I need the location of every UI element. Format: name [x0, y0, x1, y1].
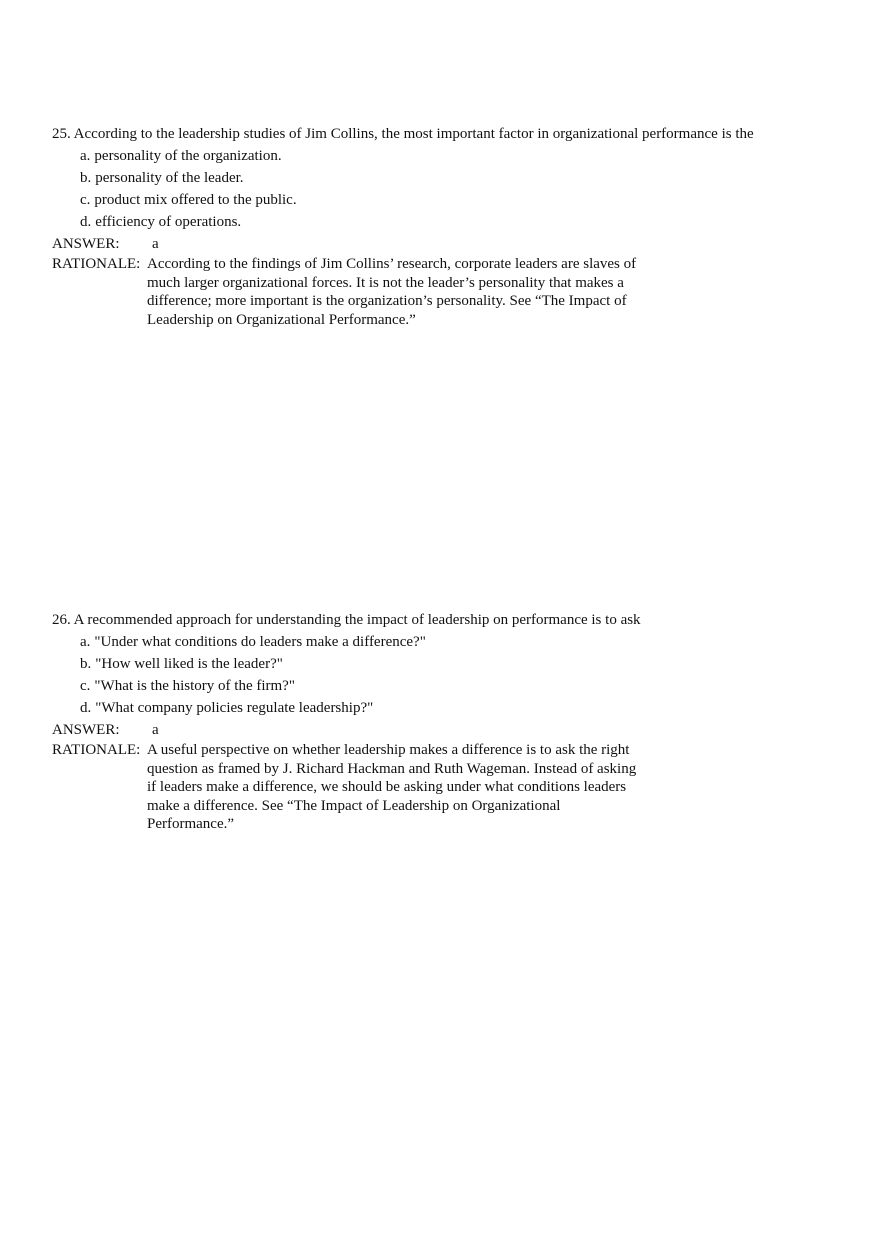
option-text: "Under what conditions do leaders make a difference?" [94, 634, 426, 650]
option-b [52, 654, 852, 674]
question-stem: 25. According to the leadership studies of Jim Collins, the most important factor in organizational performance is the [52, 126, 754, 142]
rationale-row [52, 255, 852, 329]
option-d [52, 698, 852, 718]
option-letter: d. [80, 214, 92, 230]
answer-options [52, 632, 852, 718]
answer-label: ANSWER: [52, 236, 120, 252]
rationale-line: According to the findings of Jim Collins’ research, corporate leaders are slaves of [147, 256, 637, 272]
rationale-row [52, 741, 852, 834]
option-text: product mix offered to the public. [94, 192, 297, 208]
option-text: "What is the history of the firm?" [94, 678, 295, 694]
option-c [52, 676, 852, 696]
option-letter: d. [80, 700, 92, 716]
rationale-line: question as framed by J. Richard Hackman and Ruth Wageman. Instead of asking [147, 760, 637, 777]
rationale-line: A useful perspective on whether leadership makes a difference is to ask the right [147, 742, 630, 758]
rationale-text [147, 255, 677, 329]
option-b [52, 168, 852, 188]
option-text: efficiency of operations. [95, 214, 242, 230]
option-text: "What company policies regulate leadership?" [95, 700, 374, 716]
rationale-line: difference; more important is the organization’s personality. See “The Impact of [147, 293, 627, 309]
option-text: personality of the leader. [95, 170, 244, 186]
rationale-line: Performance.” [147, 816, 235, 832]
question-26 [52, 610, 852, 834]
option-text: personality of the organization. [94, 148, 282, 164]
answer-value: a [152, 722, 159, 738]
option-text: "How well liked is the leader?" [95, 656, 283, 672]
option-a [52, 146, 852, 166]
rationale-line: make a difference. See “The Impact of Leadership on Organizational [147, 797, 561, 814]
answer-value: a [152, 236, 159, 252]
option-c [52, 190, 852, 210]
rationale-text [147, 741, 677, 834]
question-25 [52, 124, 852, 329]
answer-row [52, 720, 852, 740]
answer-options [52, 146, 852, 232]
option-letter: b. [80, 170, 92, 186]
option-d [52, 212, 852, 232]
option-letter: a. [80, 148, 91, 164]
option-letter: c. [80, 678, 91, 694]
question-stem: 26. A recommended approach for understanding the impact of leadership on performance is to ask [52, 612, 641, 628]
rationale-line: Leadership on Organizational Performance.” [147, 311, 416, 328]
rationale-line: much larger organizational forces. It is not the leader’s personality that makes a [147, 274, 624, 291]
option-a [52, 632, 852, 652]
rationale-label: RATIONALE: [52, 256, 141, 272]
rationale-line: if leaders make a difference, we should be asking under what conditions leaders [147, 779, 627, 795]
option-letter: b. [80, 656, 92, 672]
option-letter: c. [80, 192, 91, 208]
rationale-label: RATIONALE: [52, 742, 141, 758]
answer-row [52, 234, 852, 254]
answer-label: ANSWER: [52, 722, 120, 738]
option-letter: a. [80, 634, 91, 650]
